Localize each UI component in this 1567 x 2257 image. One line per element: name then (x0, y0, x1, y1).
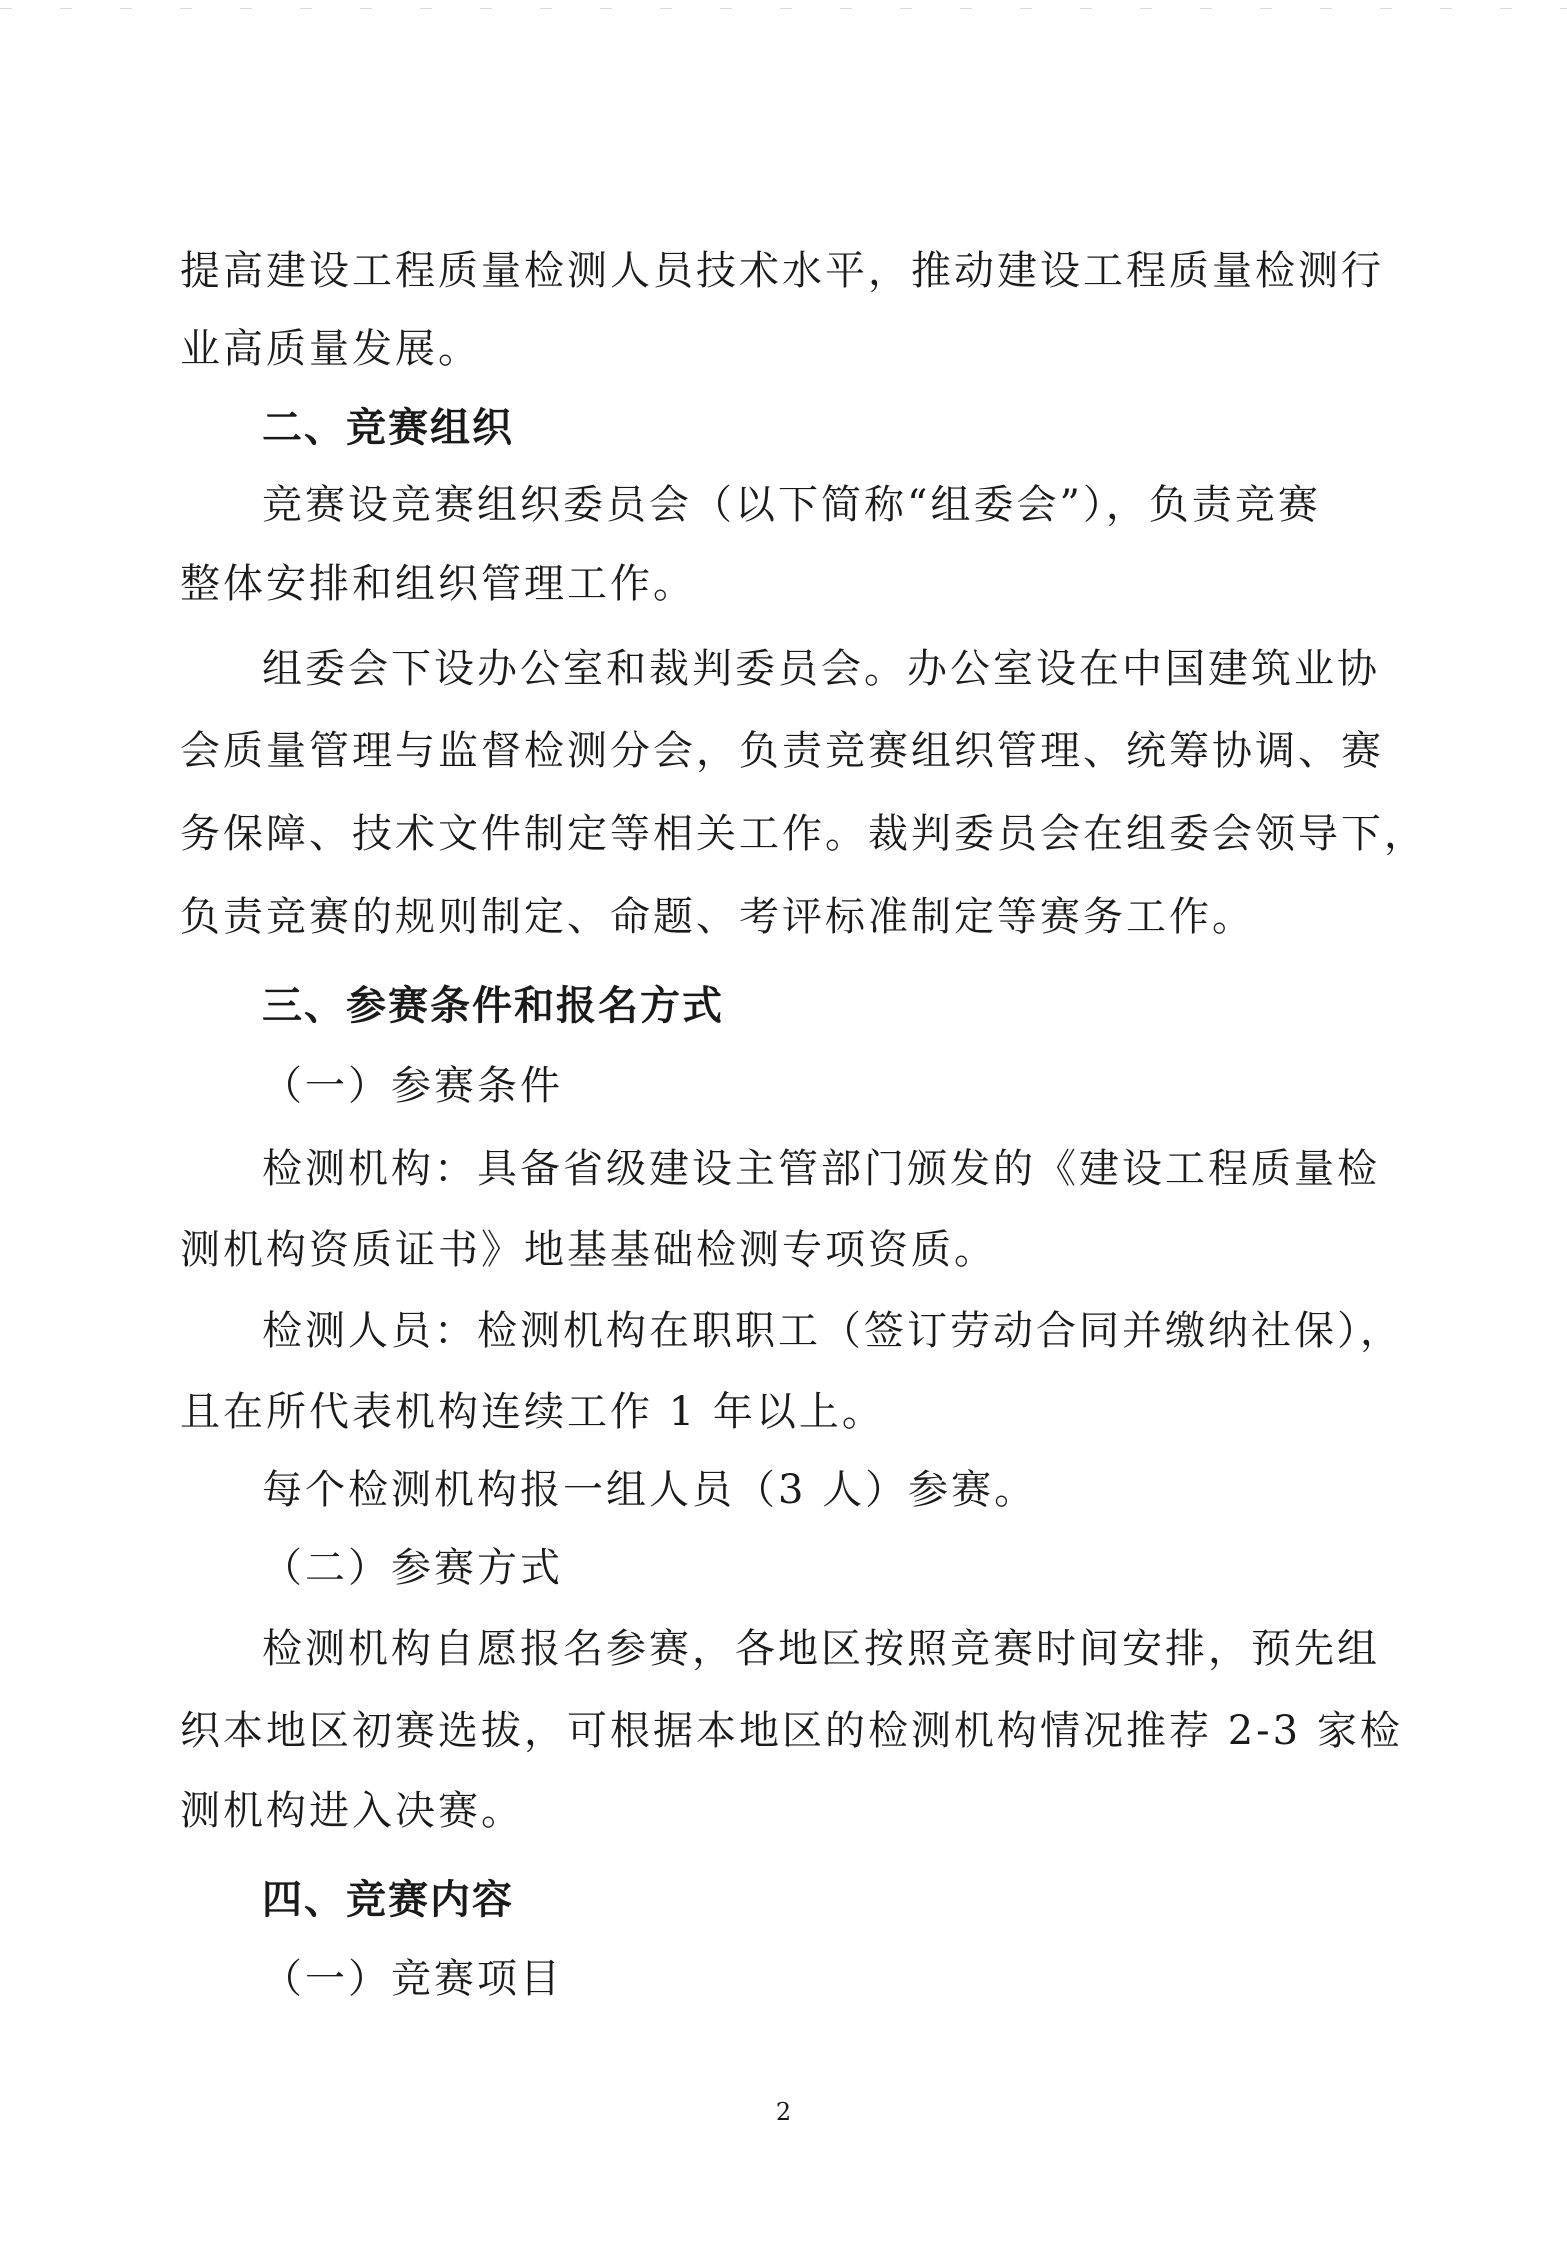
page-number: 2 (775, 2098, 792, 2126)
paragraph-line: 整体安排和组织管理工作。 (180, 561, 696, 607)
subsection-heading: （二）参赛方式 (262, 1545, 563, 1591)
paragraph-line: 测机构资质证书》地基基础检测专项资质。 (180, 1227, 997, 1273)
subsection-heading: （一）竞赛项目 (262, 1956, 563, 2002)
paragraph-line: 提高建设工程质量检测人员技术水平，推动建设工程质量检测行 (180, 248, 1384, 294)
paragraph-line: 负责竞赛的规则制定、命题、考评标准制定等赛务工作。 (180, 894, 1255, 940)
paragraph-line: 检测机构：具备省级建设主管部门颁发的《建设工程质量检 (262, 1146, 1380, 1192)
paragraph-line: 业高质量发展。 (180, 326, 481, 372)
paragraph-line: 组委会下设办公室和裁判委员会。办公室设在中国建筑业协 (262, 646, 1380, 692)
section-heading: 二、竞赛组织 (262, 405, 514, 451)
paragraph-line: 且在所代表机构连续工作 1 年以上。 (180, 1389, 885, 1435)
paragraph-line: 检测机构自愿报名参赛，各地区按照竞赛时间安排，预先组 (262, 1626, 1380, 1672)
section-heading: 三、参赛条件和报名方式 (262, 983, 724, 1029)
paragraph-line: 织本地区初赛选拔，可根据本地区的检测机构情况推荐 2-3 家检 (180, 1708, 1403, 1754)
section-heading: 四、竞赛内容 (262, 1877, 514, 1923)
paragraph-line: 每个检测机构报一组人员（3 人）参赛。 (262, 1467, 1038, 1513)
paragraph-line: 竞赛设竞赛组织委员会（以下简称“组委会”），负责竞赛 (262, 482, 1321, 528)
subsection-heading: （一）参赛条件 (262, 1063, 563, 1109)
paragraph-line: 测机构进入决赛。 (180, 1788, 524, 1834)
paragraph-line: 检测人员：检测机构在职职工（签订劳动合同并缴纳社保）， (262, 1308, 1403, 1354)
scan-edge-divider (0, 8, 1567, 9)
paragraph-line: 会质量管理与监督检测分会，负责竞赛组织管理、统筹协调、赛 (180, 728, 1384, 774)
paragraph-line: 务保障、技术文件制定等相关工作。裁判委员会在组委会领导下， (180, 811, 1427, 857)
